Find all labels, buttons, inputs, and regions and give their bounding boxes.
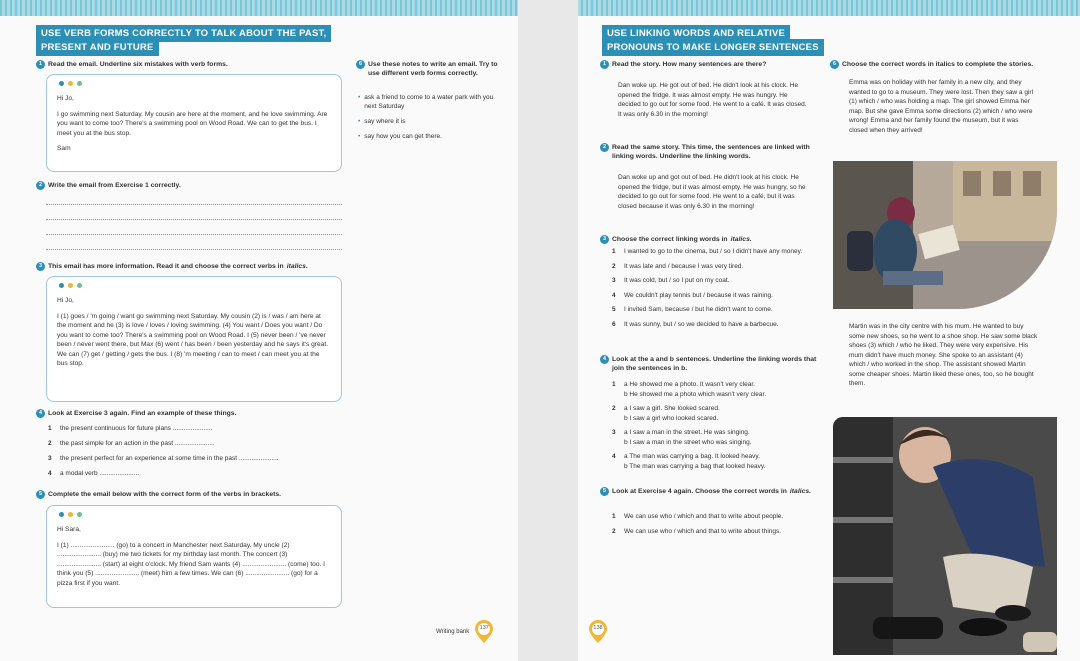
dot-green	[77, 283, 82, 288]
window-dots	[59, 283, 331, 288]
item-text: I invited Sam, because / but he didn't want to come.	[624, 306, 773, 313]
item-text: It was cold, but / so I put on my coat.	[624, 277, 730, 284]
list-item	[48, 421, 348, 436]
exercise-number: 5	[600, 487, 609, 496]
list-item	[48, 436, 348, 451]
list-item	[48, 466, 348, 481]
item-text: It was sunny, but / so we decided to have a barbecue.	[624, 320, 779, 328]
exercise-4-list	[612, 380, 822, 476]
sentence-b: b He showed me a photo which wasn't very clear.	[624, 390, 767, 398]
exercise-4	[600, 355, 820, 373]
exercise-number: 6	[356, 60, 365, 69]
story-1: Dan woke up. He got out of bed. He didn't look at his clock. He opened the fridge. It was almost empty. He was hungry. He decided to go out for some food. He went to a café. It was closed. It was only 6.30 in the morning!	[618, 82, 807, 118]
exercise-title: Look at Exercise 4 again. Choose the correct words in	[612, 488, 787, 495]
exercise-number: 5	[36, 490, 45, 499]
exercise-title: Read the email. Underline six mistakes with verb forms.	[48, 61, 228, 68]
window-dots	[59, 81, 331, 86]
item-number: 1	[612, 381, 616, 388]
exercise-3-list	[612, 247, 822, 329]
bullet-item	[358, 93, 500, 111]
email-body: I (1) goes / 'm going / want go swimming next Saturday. My cousin (2) is / was / am here at the moment and he (3) is love / loves / loving swimming. (4) You want / Does you want / Do you want to come too? There's a swimming pool on Wood Road. I (5) never been / 've never been / never went there, but Max (6) went / has been / been yesterday and he says it's great. We can (7) get / getting / gets the bus. I (8) 'm meeting / can to meet / can meet you at the bus stop.	[57, 312, 329, 367]
exercise-2	[600, 143, 820, 161]
exercise-title: This email has more information. Read it and choose the correct verbs in	[48, 263, 284, 270]
page-pin-icon	[474, 620, 494, 644]
exercise-number: 6	[830, 60, 839, 69]
dot-blue	[59, 512, 64, 517]
exercise-number: 2	[600, 143, 609, 152]
exercise-5-list	[612, 509, 832, 539]
writing-line[interactable]	[46, 235, 342, 250]
list-item	[612, 380, 822, 399]
item-text: the present continuous for future plans ......................	[60, 425, 213, 432]
list-item	[612, 452, 822, 471]
exercise-title: Read the story. How many sentences are there?	[612, 61, 767, 68]
exercise-number: 1	[36, 60, 45, 69]
notes-bullets	[358, 93, 500, 147]
item-number: 1	[48, 425, 52, 432]
dot-yellow	[68, 512, 73, 517]
email-box-5	[46, 505, 342, 608]
page-number: 138	[593, 625, 603, 631]
item-text: We can use who / which and that to write about people.	[624, 513, 784, 520]
page-pin-icon	[588, 620, 608, 644]
item-text: the present perfect for an experience at some time in the past ......................	[60, 455, 279, 462]
right-heading-line2: PRONOUNS TO MAKE LONGER SENTENCES	[602, 39, 824, 56]
exercise-number: 1	[600, 60, 609, 69]
list-item	[612, 262, 822, 272]
item-text: We couldn't play tennis but / because it was raining.	[624, 291, 773, 299]
item-text: the past simple for an action in the past ......................	[60, 440, 215, 447]
italics-word: italics.	[730, 236, 752, 243]
sentence-a: a The man was carrying a bag. It looked heavy.	[624, 453, 760, 460]
writing-line[interactable]	[46, 205, 342, 220]
exercise-1	[36, 60, 336, 69]
left-footer	[436, 620, 494, 644]
exercise-5	[600, 487, 820, 496]
left-heading-line2: PRESENT AND FUTURE	[36, 39, 159, 56]
exercise-title: Look at Exercise 3 again. Find an example of these things.	[48, 410, 237, 417]
dot-green	[77, 512, 82, 517]
list-item	[612, 524, 832, 539]
exercise-4-list	[48, 421, 348, 481]
email-body[interactable]: I (1) ........................ (go) to a concert in Manchester next Saturday. My uncle (2) ........................ (buy) me two tickets for my birthday last month. The concert (3) ........................ (start) at eight o'clock. My friend Sam wants (4) ........................ (come) too. I think you (5) ........................ (meet) him a few times. We can (6) ........................ (go) for a pizza first if you want.	[57, 541, 326, 587]
sentence-a: a He showed me a photo. It wasn't very clear.	[624, 381, 755, 388]
top-pattern-band	[0, 0, 518, 16]
sentence-b: b The man was carrying a bag that looked heavy.	[624, 462, 766, 470]
exercise-4	[36, 409, 336, 418]
right-footer	[588, 620, 608, 644]
bullet-text: • say how you can get there.	[364, 133, 442, 140]
bullet-text: • say where it is	[364, 118, 406, 125]
item-text: a modal verb ......................	[60, 470, 140, 477]
sentence-b: b I saw a girl who looked scared.	[624, 414, 719, 422]
list-item	[612, 276, 822, 286]
list-item	[612, 404, 822, 423]
item-number: 3	[612, 429, 616, 436]
exercise-number: 3	[36, 262, 45, 271]
list-item	[612, 509, 832, 524]
item-number: 2	[612, 405, 616, 412]
list-item	[612, 305, 822, 315]
photo-girl-with-map	[833, 161, 1057, 309]
story-martin: Martin was in the city centre with his mum. He wanted to buy some new shoes, so he went to a shoe shop. He saw some black shoes (3) which / who he liked. They were very expensive. His mum didn't have much money. She spoke to an assistant (4) which / who worked in the shop. The assistant showed Martin some cheaper shoes. Martin liked these ones, too, so he bought them.	[849, 323, 1038, 387]
item-number: 4	[612, 453, 616, 460]
photo-boy-with-shoes	[833, 417, 1057, 655]
sentence-a: a I saw a girl. She looked scared.	[624, 405, 720, 412]
exercise-title: Complete the email below with the correct form of the verbs in brackets.	[48, 491, 282, 498]
exercise-2	[36, 181, 336, 190]
bullet-item	[358, 132, 500, 141]
item-number: 2	[48, 440, 52, 447]
sentence-b: b I saw a man in the street who was singing.	[624, 438, 752, 446]
footer-label: Writing bank	[436, 629, 470, 635]
writing-line[interactable]	[46, 220, 342, 235]
window-dots	[59, 512, 331, 517]
item-number: 1	[612, 513, 616, 520]
italics-word: italics.	[286, 263, 308, 270]
writing-lines[interactable]	[46, 190, 342, 250]
item-text: It was late and / because I was very tired.	[624, 262, 744, 270]
item-number: 1	[612, 248, 616, 255]
italics-word: italics.	[789, 488, 812, 495]
exercise-title: Write the email from Exercise 1 correctly.	[48, 182, 181, 189]
page-number: 137	[479, 625, 489, 631]
right-page	[578, 0, 1080, 661]
page-gutter	[518, 0, 578, 661]
item-number: 2	[612, 262, 616, 270]
exercise-5	[36, 490, 336, 499]
left-page	[0, 0, 518, 661]
item-number: 3	[48, 455, 52, 462]
list-item	[48, 451, 348, 466]
dot-yellow	[68, 283, 73, 288]
item-number: 5	[612, 306, 616, 313]
exercise-3	[36, 262, 356, 271]
sentence-a: a I saw a man in the street. He was singing.	[624, 429, 750, 436]
item-number: 4	[48, 470, 52, 477]
story-emma: Emma was on holiday with her family in a new city, and they wanted to go to a museum. They were lost. Then they saw a girl (1) which / who was holding a map. The girl showed Emma her map. But she gave Emma some directions (2) which / who were wrong! Emma and her family found the museum, but it was closed when they arrived!	[849, 79, 1034, 134]
item-number: 3	[612, 277, 616, 284]
exercise-number: 4	[600, 355, 609, 364]
item-number: 2	[612, 528, 616, 535]
exercise-title: Choose the correct words in italics to complete the stories.	[842, 61, 1034, 68]
exercise-title: Use these notes to write an email. Try to use different verb forms correctly.	[368, 61, 498, 77]
right-heading-line1: USE LINKING WORDS AND RELATIVE	[602, 25, 790, 42]
dot-yellow	[68, 81, 73, 86]
email-greeting: Hi Sara,	[57, 526, 81, 533]
exercise-number: 4	[36, 409, 45, 418]
exercise-number: 2	[36, 181, 45, 190]
email-greeting: Hi Jo,	[57, 95, 74, 102]
exercise-title: Look at the a and b sentences. Underline the linking words that join the sentences in b.	[612, 356, 817, 372]
left-heading-line1: USE VERB FORMS CORRECTLY TO TALK ABOUT THE PAST,	[36, 25, 331, 42]
bullet-text: • ask a friend to come to a water park with you next Saturday	[364, 94, 494, 110]
story-2: Dan woke up and got out of bed. He didn't look at his clock. He opened the fridge, but it was almost empty. He was hungry, so he decided to go out for some food. He went to a café, but it was closed because it was only 6.30 in the morning!	[618, 174, 806, 210]
email-body: I go swimming next Saturday. My cousin are here at the moment, and he love swimming. Are you want to come too? There's a swimming pool on Wood Road. We can to get the bus. I meet you at the bus stop.	[57, 110, 328, 137]
exercise-1	[600, 60, 820, 69]
list-item	[612, 291, 822, 301]
dot-green	[77, 81, 82, 86]
bullet-item	[358, 117, 500, 126]
item-number: 4	[612, 291, 616, 299]
writing-line[interactable]	[46, 190, 342, 205]
item-text: I wanted to go to the cinema, but / so I didn't have any money.	[624, 248, 803, 255]
top-pattern-band	[578, 0, 1080, 16]
dot-blue	[59, 283, 64, 288]
exercise-6	[356, 60, 498, 78]
email-signature: Sam	[57, 145, 71, 152]
email-box-3	[46, 276, 342, 402]
dot-blue	[59, 81, 64, 86]
exercise-number: 3	[600, 235, 609, 244]
exercise-title: Choose the correct linking words in	[612, 236, 728, 243]
item-number: 6	[612, 320, 616, 328]
list-item	[612, 428, 822, 447]
exercise-6	[830, 60, 1070, 69]
exercise-3	[600, 235, 820, 244]
email-greeting: Hi Jo,	[57, 297, 74, 304]
item-text: We can use who / which and that to write about things.	[624, 528, 782, 535]
list-item	[612, 247, 822, 257]
list-item	[612, 320, 822, 330]
exercise-title: Read the same story. This time, the sentences are linked with linking words. Underline the linking words.	[612, 144, 810, 160]
email-box-1	[46, 74, 342, 172]
